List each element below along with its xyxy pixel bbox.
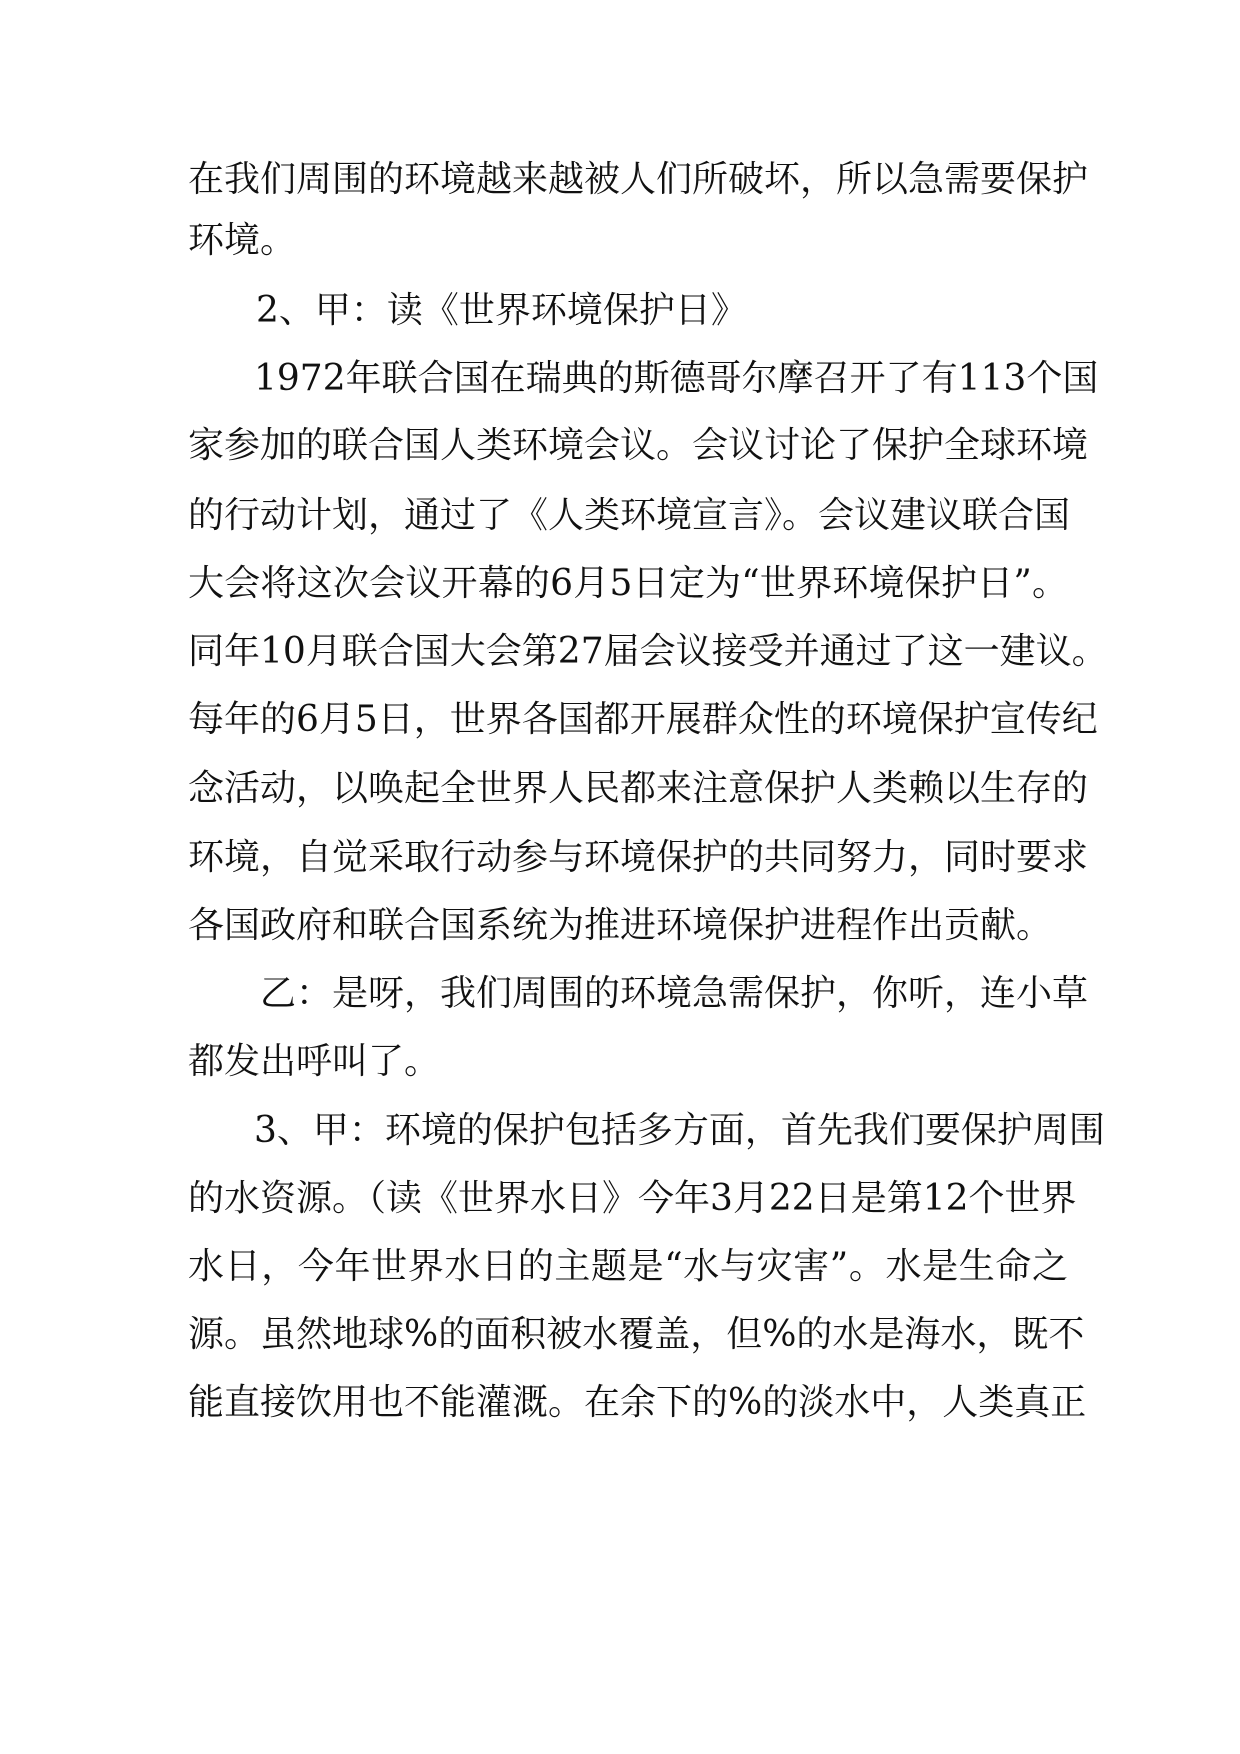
text-line: 水日，今年世界水日的主题是“水与灾害”。水是生命之: [188, 1246, 1068, 1287]
text-line: 念活动，以唤起全世界人民都来注意保护人类赖以生存的: [188, 768, 1089, 809]
text-line: 能直接饮用也不能灌溉。在余下的%的淡水中，人类真正: [188, 1382, 1087, 1423]
text-line: 都发出呼叫了。: [188, 1041, 441, 1082]
section-heading: 2、甲：读《世界环境保护日》: [256, 290, 747, 331]
text-line: 家参加的联合国人类环境会议。会议讨论了保护全球环境: [188, 425, 1089, 466]
text-line: 同年10月联合国大会第27届会议接受并通过了这一建议。: [188, 631, 1108, 672]
section-heading: 3、甲：环境的保护包括多方面，首先我们要保护周围: [254, 1110, 1105, 1151]
text-line: 每年的6月5日，世界各国都开展群众性的环境保护宣传纪: [188, 699, 1098, 740]
text-line: 1972年联合国在瑞典的斯德哥尔摩召开了有113个国: [254, 358, 1099, 399]
text-line: 在我们周围的环境越来越被人们所破坏，所以急需要保护: [188, 159, 1089, 200]
text-line: 各国政府和联合国系统为推进环境保护进程作出贡献。: [188, 905, 1053, 946]
text-line: 的行动计划，通过了《人类环境宣言》。会议建议联合国: [188, 495, 1071, 536]
text-line: 大会将这次会议开幕的6月5日定为“世界环境保护日”。: [188, 563, 1068, 604]
text-line: 源。虽然地球%的面积被水覆盖，但%的水是海水，既不: [188, 1314, 1085, 1355]
text-line: 环境，自觉采取行动参与环境保护的共同努力，同时要求: [188, 837, 1089, 878]
text-line: 环境。: [188, 220, 297, 261]
text-line: 的水资源。（读《世界水日》今年3月22日是第12个世界: [188, 1178, 1077, 1219]
text-line: 乙：是呀，我们周围的环境急需保护，你听，连小草: [260, 973, 1089, 1014]
